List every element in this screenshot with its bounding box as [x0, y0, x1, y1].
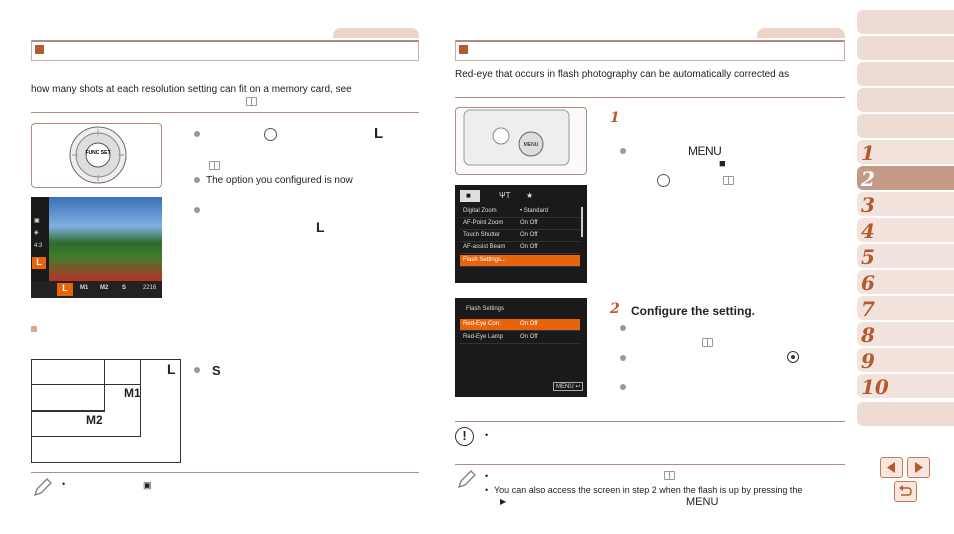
- menu-row[interactable]: Digital Zoom • Standard: [460, 206, 580, 218]
- func-set-button-icon: [657, 174, 670, 187]
- caution-icon: !: [455, 427, 474, 446]
- flash-row[interactable]: Red-Eye Lamp On Off: [460, 332, 580, 344]
- flash-title: Flash Settings: [466, 306, 505, 312]
- red-eye-icon: [787, 351, 799, 363]
- next-page-button[interactable]: [907, 457, 930, 478]
- sidebar-chapter-7[interactable]: 7: [857, 296, 954, 320]
- bullet-icon: [620, 148, 626, 154]
- step-1-number: 1: [610, 110, 620, 126]
- menu-row[interactable]: Touch Shutter On Off: [460, 230, 580, 242]
- sidebar-item-contents[interactable]: [857, 114, 954, 138]
- back-button[interactable]: [894, 481, 917, 502]
- page-ref-icon[interactable]: [246, 97, 257, 106]
- redeye-intro: Red-eye that occurs in flash photography can be automatically corrected as: [455, 69, 790, 80]
- bullet-icon: [620, 325, 626, 331]
- flash-row-selected[interactable]: Red-Eye Corr. On Off: [460, 319, 580, 331]
- page-ref-icon[interactable]: [664, 471, 675, 480]
- m2-box: [32, 360, 105, 412]
- arrow-right-icon: ▶: [500, 497, 507, 506]
- res-m2[interactable]: M2: [100, 285, 109, 291]
- sidebar-item-basic[interactable]: [857, 62, 954, 86]
- step-2-number: 2: [610, 301, 620, 317]
- divider: [455, 464, 845, 465]
- intro-text: how many shots at each resolution setting can fit on a memory card, see: [31, 84, 352, 95]
- m1-top-line: [32, 384, 140, 385]
- menu-back-button[interactable]: MENU ↩: [553, 382, 583, 391]
- box-label-m1: M1: [124, 386, 141, 400]
- sidebar-item-intro[interactable]: [857, 36, 954, 60]
- page-ref-icon[interactable]: [702, 338, 713, 347]
- camera-screen: [31, 197, 162, 298]
- aspect-ratio-label: 4:3: [34, 243, 43, 249]
- bullet-icon: [620, 384, 626, 390]
- divider: [31, 472, 419, 473]
- page-ref-icon[interactable]: [209, 161, 220, 170]
- resolution-size-diagram: [31, 359, 181, 463]
- pencil-note-icon: [32, 476, 52, 498]
- arrow-left-icon: [881, 458, 902, 477]
- scene-icon: ▣: [143, 480, 152, 490]
- divider: [31, 112, 419, 113]
- bullet-icon: [194, 131, 200, 137]
- shot-count: 2216: [143, 285, 157, 291]
- res-s[interactable]: S: [122, 285, 127, 291]
- sidebar-chapter-3[interactable]: 3: [857, 192, 954, 216]
- m2-top-line: [32, 410, 104, 411]
- resolution-bar: [31, 281, 162, 298]
- sidebar-chapter-2[interactable]: 2: [857, 166, 954, 190]
- box-label-l: L: [167, 361, 176, 377]
- sidebar-chapter-6[interactable]: 6: [857, 270, 954, 294]
- scrollbar[interactable]: [581, 207, 583, 237]
- note-bullet: •: [62, 479, 66, 489]
- note2-bullet: •: [485, 485, 489, 495]
- favorites-tab-icon[interactable]: ★: [526, 191, 534, 200]
- prev-page-button[interactable]: [880, 457, 903, 478]
- sidebar-item-cover[interactable]: [857, 10, 954, 34]
- page-tab: [757, 28, 845, 38]
- bullet-icon: [194, 207, 200, 213]
- section-header-bar: [455, 40, 845, 61]
- box-label-m2: M2: [86, 413, 103, 427]
- return-icon: [895, 482, 916, 501]
- arrow-right-icon: [908, 458, 929, 477]
- divider: [455, 97, 845, 98]
- camera-back-icon: [456, 108, 586, 174]
- divider: [455, 421, 845, 422]
- resolution-l-icon: L: [316, 219, 325, 235]
- option-text: The option you configured is now: [206, 175, 353, 186]
- sidebar-chapter-1[interactable]: 1: [857, 140, 954, 164]
- control-dial-illustration: [31, 123, 162, 188]
- res-m1[interactable]: M1: [80, 285, 89, 291]
- photo-preview: [49, 197, 162, 281]
- note-bullet: •: [485, 471, 489, 481]
- section-header-bar: [31, 40, 419, 61]
- resolution-s-icon: S: [212, 363, 221, 378]
- sidebar-chapter-8[interactable]: 8: [857, 322, 954, 346]
- menu-row[interactable]: AF-Point Zoom On Off: [460, 218, 580, 230]
- step-2-title: Configure the setting.: [631, 304, 755, 318]
- sidebar-chapter-10[interactable]: 10: [857, 374, 954, 398]
- tools-tab-icon[interactable]: ΨT: [499, 191, 511, 200]
- note-text: You can also access the screen in step 2 when the flash is up by pressing the: [494, 485, 803, 495]
- flash-settings-screen: [455, 298, 587, 397]
- bullet-icon: [194, 367, 200, 373]
- resolution-l-icon: L: [374, 125, 384, 142]
- func-set-button-icon: [264, 128, 277, 141]
- resolution-side-icon: L: [32, 257, 46, 269]
- func-label: FUNC SET: [85, 150, 111, 156]
- camera-tab-icon: ■: [719, 158, 726, 170]
- setting-icon: ◈: [34, 230, 39, 236]
- mode-icon: ▣: [34, 218, 40, 224]
- dial-icon: [32, 124, 161, 187]
- page-ref-icon[interactable]: [723, 176, 734, 185]
- sidebar-chapter-9[interactable]: 9: [857, 348, 954, 372]
- menu-key-label: MENU: [688, 144, 722, 158]
- section-marker-icon: [35, 45, 44, 54]
- sidebar-chapter-5[interactable]: 5: [857, 244, 954, 268]
- section-marker-icon: [459, 45, 468, 54]
- menu-row-selected[interactable]: Flash Settings...: [460, 255, 580, 267]
- res-l[interactable]: L: [57, 283, 73, 296]
- menu-key-label: MENU: [686, 496, 719, 508]
- caution-bullet: •: [485, 430, 489, 440]
- bullet-icon: [194, 177, 200, 183]
- camera-icon: ■: [466, 191, 471, 200]
- page-tab: [333, 28, 419, 38]
- shooting-menu-screen: [455, 185, 587, 283]
- menu-button-label: MENU: [523, 142, 539, 148]
- sidebar-item-guide[interactable]: [857, 88, 954, 112]
- subsection-marker-icon: [31, 326, 37, 332]
- camera-back-illustration: [455, 107, 587, 175]
- bullet-icon: [620, 355, 626, 361]
- sidebar-chapter-4[interactable]: 4: [857, 218, 954, 242]
- sidebar-item-index[interactable]: [857, 402, 954, 426]
- menu-row[interactable]: AF-assist Beam On Off: [460, 242, 580, 254]
- pencil-note-icon: [456, 468, 476, 490]
